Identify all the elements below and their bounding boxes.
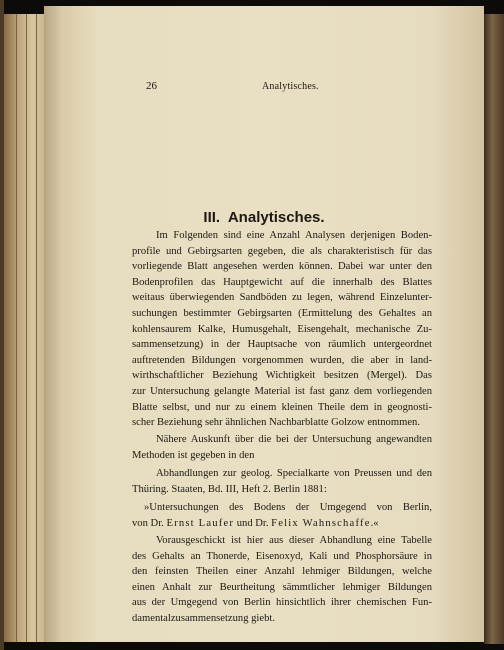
text-line: Thüring. Staaten, Bd. III, Heft 2. Berlin 1881: — [132, 483, 327, 495]
text-line: Nähere Auskunft über die bei der Untersuchung angewandten — [156, 434, 432, 445]
text-line: wirthschaftlicher Beziehung Wichtigkeit besitzen (Mergel). Das — [132, 370, 432, 382]
page-edge-line — [36, 14, 37, 642]
text-line: vorliegende Blatt angesehen werden können. Dabei war unter den — [132, 261, 432, 273]
text-line: des Gehalts an Thonerde, Eisenoxyd, Kali und Phosphorsäure in — [132, 550, 432, 562]
page-number: 26 — [146, 80, 157, 92]
text-line: »Untersuchungen des Bodens der Umgegend von Berlin, — [144, 502, 432, 513]
text-line: damentalzusammensetzung giebt. — [132, 612, 275, 624]
text-line: suchungen bestimmter Gebirgsarten (Ermittelung des Gehaltes an — [132, 307, 432, 319]
author-name: Ernst Laufer — [166, 517, 235, 529]
book-edge-right — [484, 14, 504, 644]
text-line: auftretenden Bildungen vorgenommen wurden, die aber in land- — [132, 354, 432, 366]
text-line: Methoden ist gegeben in den — [132, 449, 255, 461]
text-line: einen Anhalt zur Beurtheitung sämmtlicher lehmiger Bildungen — [132, 581, 432, 593]
page-edge-line — [16, 14, 17, 642]
running-title: Analytisches. — [262, 81, 319, 92]
book-page — [44, 6, 484, 642]
text-line: den feinsten Theilen einer Anzahl lehmiger Bildungen, welche — [132, 566, 432, 578]
text-line: profile und Gebirgsarten gegeben, die als charakteristisch für das — [132, 245, 432, 257]
text-line: kohlensaurem Kalke, Humusgehalt, Eisengehalt, mechanische Zu- — [132, 323, 432, 335]
underlying-pages — [4, 14, 44, 642]
text-line: zur Untersuchung gelangte Material ist fast ganz dem vorliegenden — [132, 385, 432, 397]
text-line: sammensetzung) in der Hauptsache von räumlich untergeordnet — [132, 339, 432, 351]
text-line: Abhandlungen zur geolog. Specialkarte von Preussen und den — [156, 468, 432, 479]
text-line: weitaus überwiegenden Sandböden zu legen, während Einzelunter- — [132, 292, 432, 304]
paragraph-4 — [132, 533, 432, 627]
author-name: Felix Wahnschaffe — [271, 517, 371, 529]
text-line: Im Folgenden sind eine Anzahl Analysen derjenigen Boden- — [156, 230, 432, 241]
text-line: aus der Umgegend von Berlin hinsichtlich ihrer chemischen Fun- — [132, 597, 432, 609]
section-heading: III. Analytisches. — [203, 209, 325, 226]
page-edge-line — [26, 14, 27, 642]
text-line: scher Beziehung sehr ähnlichen Nachbarblatte Golzow entnommen. — [132, 417, 420, 429]
paragraph-2 — [132, 432, 432, 463]
quote-mid: und Dr. — [234, 517, 272, 529]
quote-prefix: von Dr. — [132, 517, 167, 529]
paragraph-3 — [132, 466, 432, 497]
text-line: Blatte selbst, und nur zu einem kleinen Theile dem in geognosti- — [132, 401, 432, 413]
citation-quote — [132, 500, 432, 531]
text-line: Vorausgeschickt ist hier aus dieser Abhandlung eine Tabelle — [156, 535, 432, 546]
quote-suffix: .« — [370, 517, 379, 529]
page-header — [44, 80, 484, 96]
text-line — [132, 516, 432, 532]
text-line: Bodenprofilen das Hauptgewicht auf die innerhalb des Blattes — [132, 276, 432, 288]
paragraph-1 — [132, 228, 432, 431]
